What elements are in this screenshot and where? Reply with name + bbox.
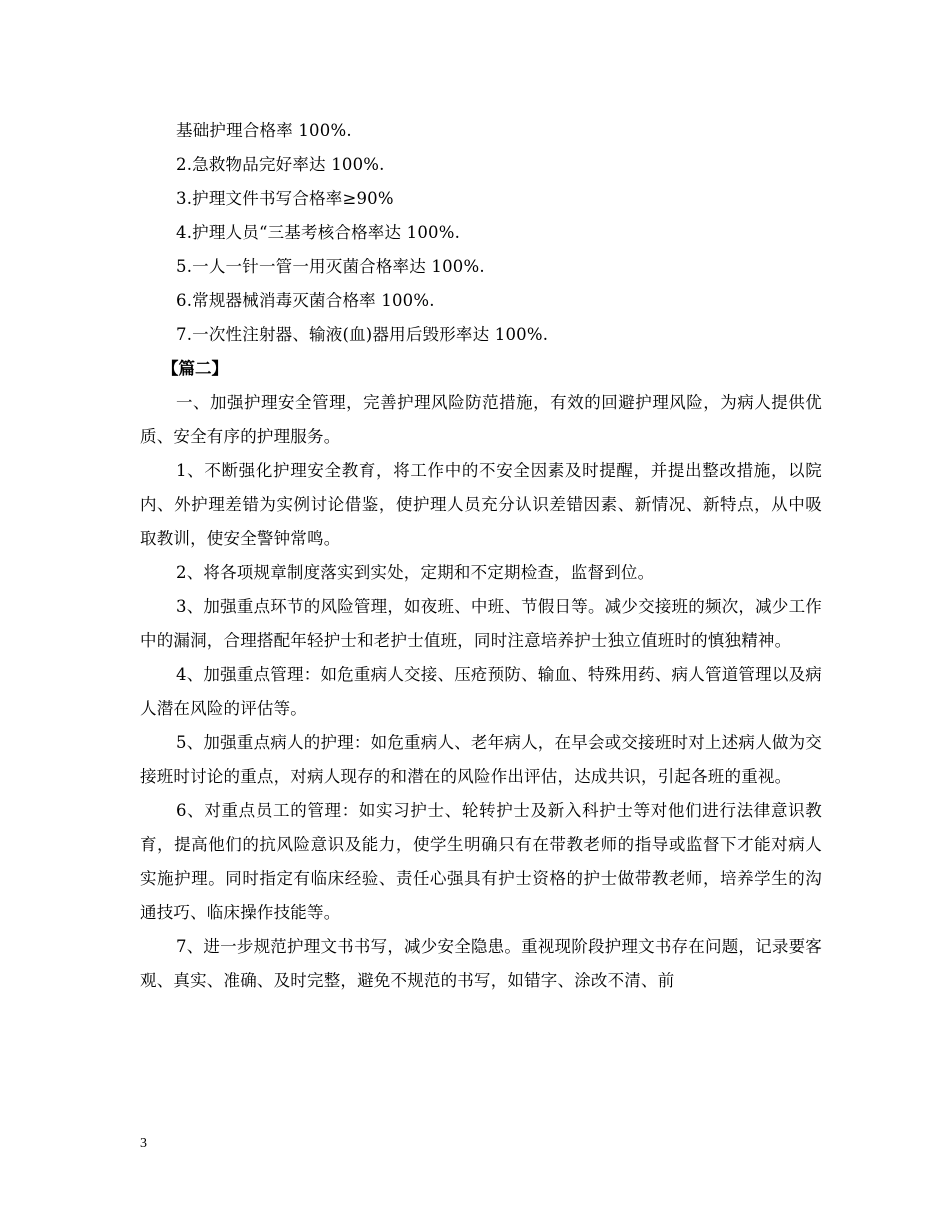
paragraph: 3、加强重点环节的风险管理，如夜班、中班、节假日等。减少交接班的频次，减少工作中的漏洞，合理搭配年轻护士和老护士值班，同时注意培养护士独立值班时的慎独精神。: [140, 597, 822, 650]
list-item: 7.一次性注射器、输液(血)器用后毁形率达 100%.: [176, 325, 549, 344]
list-item: 6.常规器械消毒灭菌合格率 100%.: [176, 291, 435, 310]
document-body: [140, 114, 822, 998]
list-item: 2.急救物品完好率达 100%.: [176, 155, 385, 174]
list-item: 3.护理文件书写合格率≥90%: [176, 189, 394, 208]
list-item: 5.一人一针一管一用灭菌合格率达 100%.: [176, 257, 485, 276]
paragraph: 5、加强重点病人的护理：如危重病人、老年病人，在早会或交接班时对上述病人做为交接班时讨论的重点，对病人现存的和潜在的风险作出评估，达成共识，引起各班的重视。: [140, 733, 822, 786]
paragraph: 6、对重点员工的管理：如实习护士、轮转护士及新入科护士等对他们进行法律意识教育，提高他们的抗风险意识及能力，使学生明确只有在带教老师的指导或监督下才能对病人实施护理。同时指定有临床经验、责任心强具有护士资格的护士做带教老师，培养学生的沟通技巧、临床操作技能等。: [140, 801, 822, 922]
section-heading: 【篇二】: [162, 359, 228, 378]
page-number: 3: [140, 1136, 147, 1151]
paragraph: 7、进一步规范护理文书书写，减少安全隐患。重视现阶段护理文书存在问题，记录要客观、真实、准确、及时完整，避免不规范的书写，如错字、涂改不清、前: [140, 937, 822, 990]
list-item: 基础护理合格率 100%.: [176, 121, 352, 140]
list-item: 4.护理人员“三基考核合格率达 100%.: [176, 223, 461, 242]
paragraph: 一、加强护理安全管理，完善护理风险防范措施，有效的回避护理风险，为病人提供优质、安全有序的护理服务。: [140, 393, 822, 446]
paragraph: 4、加强重点管理：如危重病人交接、压疮预防、输血、特殊用药、病人管道管理以及病人潜在风险的评估等。: [140, 665, 822, 718]
paragraph: 1、不断强化护理安全教育，将工作中的不安全因素及时提醒，并提出整改措施，以院内、外护理差错为实例讨论借鉴，使护理人员充分认识差错因素、新情况、新特点，从中吸取教训，使安全警钟常鸣。: [140, 461, 822, 548]
paragraph: 2、将各项规章制度落实到实处，定期和不定期检查，监督到位。: [176, 563, 655, 582]
